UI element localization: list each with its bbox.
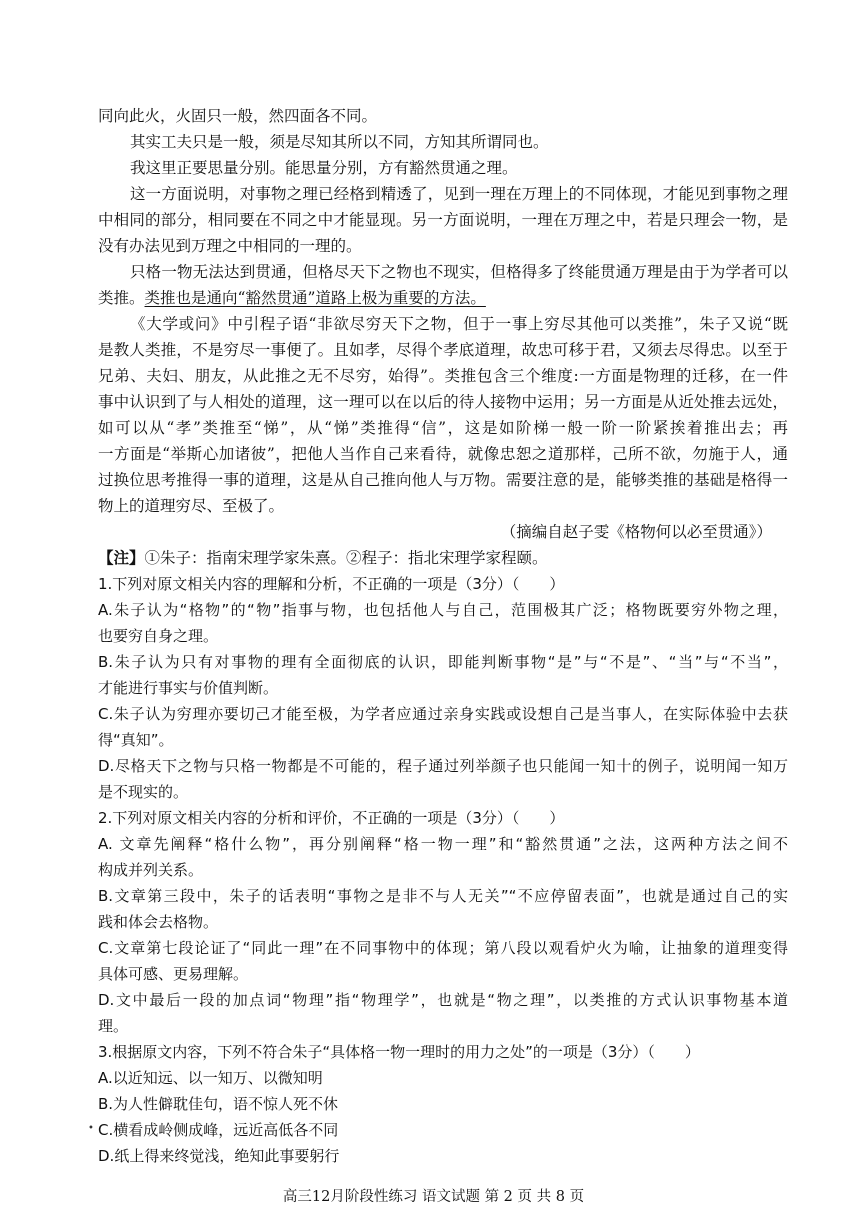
passage-line: 没有办法见到万理之中相同的一理的。 [98, 237, 362, 255]
passage-line: 《大学或问》中引程子语“非欲尽穷天下之物，但于一事上穷尽其他可以类推”，朱子又说“既 [130, 315, 788, 333]
question-1-option-b: B.朱子认为只有对事物的理有全面彻底的认识，即能判断事物“是”与“不是”、“当”与“不当”， [98, 653, 788, 671]
source-citation: （摘编自赵子雯《格物何以必至贯通》） [500, 523, 772, 541]
question-2-option-b-cont: 践和体会去格物。 [98, 913, 219, 931]
passage-line: 只格一物无法达到贯通，但格尽天下之物也不现实，但格得多了终能贯通万理是由于为学者可以 [130, 263, 788, 281]
passage-line: 兄弟、夫妇、朋友，从此推之无不尽穷，始得”。类推包含三个维度:一方面是物理的迁移，在一件 [98, 367, 788, 385]
footnote [98, 546, 788, 570]
passage-line: 物上的道理穷尽、至极了。 [98, 497, 285, 515]
question-3-option-c: C.横看成岭侧成峰，远近高低各不同 [98, 1121, 339, 1139]
question-2-option-c-cont: 具体可感、更易理解。 [98, 965, 249, 983]
question-1-option-b-cont: 才能进行事实与价值判断。 [98, 679, 279, 697]
question-2-option-d: D.文中最后一段的加点词“物理”指“物理学”，也就是“物之理”，以类推的方式认识事物基本道 [98, 991, 788, 1009]
passage-line: 事中认识到了与人相处的道理，这一理可以在以后的待人接物中运用；另一方面是从近处推去远处， [98, 393, 788, 411]
question-2-stem: 2.下列对原文相关内容的分析和评价，不正确的一项是（3分）（ ） [98, 809, 565, 827]
page-footer: 高三12月阶段性练习 语文试题 第 2 页 共 8 页 [282, 1189, 585, 1205]
question-1-option-a-cont: 也要穷自身之理。 [98, 627, 219, 645]
underlined-sentence: 类推也是通向“豁然贯通”道路上极为重要的方法。 [144, 289, 486, 307]
passage-line: 其实工夫只是一般，须是尽知其所以不同，方知其所谓同也。 [130, 133, 549, 151]
question-1-option-c-cont: 得“真知”。 [98, 731, 174, 749]
question-2-option-a-cont: 构成并列关系。 [98, 861, 204, 879]
question-1-option-c: C.朱子认为穷理亦要切己才能至极，为学者应通过亲身实践或设想自己是当事人，在实际体验中去获 [98, 705, 788, 723]
question-2-option-b: B.文章第三段中，朱子的话表明“事物之是非不与人无关”“不应停留表面”，也就是通过自己的实 [98, 887, 788, 905]
passage-line: 这一方面说明，对事物之理已经格到精透了，见到一理在万理上的不同体现，才能见到事物之理 [130, 185, 788, 203]
passage-line [98, 286, 788, 310]
question-2-option-a: A. 文章先阐释“格什么物”，再分别阐释“格一物一理”和“豁然贯通”之法，这两种方法之间不 [98, 835, 788, 853]
question-2-option-d-cont: 理。 [98, 1017, 129, 1035]
passage-text: 类推。 [98, 289, 145, 307]
passage-line: 过换位思考推得一事的道理，这是从自己推向他人与万物。需要注意的是，能够类推的基础是格得一 [98, 471, 788, 489]
question-1-option-d-cont: 是不现实的。 [98, 783, 189, 801]
passage-line: 一方面是“举斯心加诸彼”，把他人当作自己来看待，就像忠恕之道那样，己所不欲，勿施于人，通 [98, 445, 788, 463]
passage-line: 我这里正要思量分别。能思量分别，方有豁然贯通之理。 [130, 159, 518, 177]
stray-mark-icon: • [88, 1123, 94, 1134]
footnote-label: 【注】 [98, 548, 145, 567]
question-3-stem: 3.根据原文内容，下列不符合朱子“具体格一物一理时的用力之处”的一项是（3分）（ ） [98, 1043, 700, 1061]
question-3-option-b: B.为人性僻耽佳句，语不惊人死不休 [98, 1095, 339, 1113]
passage-line: 中相同的部分，相同要在不同之中才能显现。另一方面说明，一理在万理之中，若是只理会一物，是 [98, 211, 788, 229]
passage-line: 同向此火，火固只一般，然四面各不同。 [98, 107, 378, 125]
question-1-option-a: A.朱子认为“格物”的“物”指事与物，也包括他人与自己，范围极其广泛；格物既要穷外物之理， [98, 601, 788, 619]
passage-line: 是教人类推，不是穷尽一事便了。且如孝，尽得个孝底道理，故忠可移于君，又须去尽得忠。以至于 [98, 341, 788, 359]
question-3-option-a: A.以近知远、以一知万、以微知明 [98, 1069, 323, 1087]
question-1-stem: 1.下列对原文相关内容的理解和分析，不正确的一项是（3分）（ ） [98, 575, 565, 593]
question-3-option-d: D.纸上得来终觉浅，绝知此事要躬行 [98, 1147, 340, 1165]
question-1-option-d: D.尽格天下之物与只格一物都是不可能的，程子通过列举颜子也只能闻一知十的例子，说明闻一知万 [98, 757, 788, 775]
passage-line: 如可以从“孝”类推至“悌”，从“悌”类推得“信”，这是如阶梯一般一阶一阶紧挨着推出去；再 [98, 419, 788, 437]
footnote-text: ①朱子：指南宋理学家朱熹。②程子：指北宋理学家程颐。 [144, 549, 548, 567]
question-2-option-c: C.文章第七段论证了“同此一理”在不同事物中的体现；第八段以观看炉火为喻，让抽象的道理变得 [98, 939, 788, 957]
